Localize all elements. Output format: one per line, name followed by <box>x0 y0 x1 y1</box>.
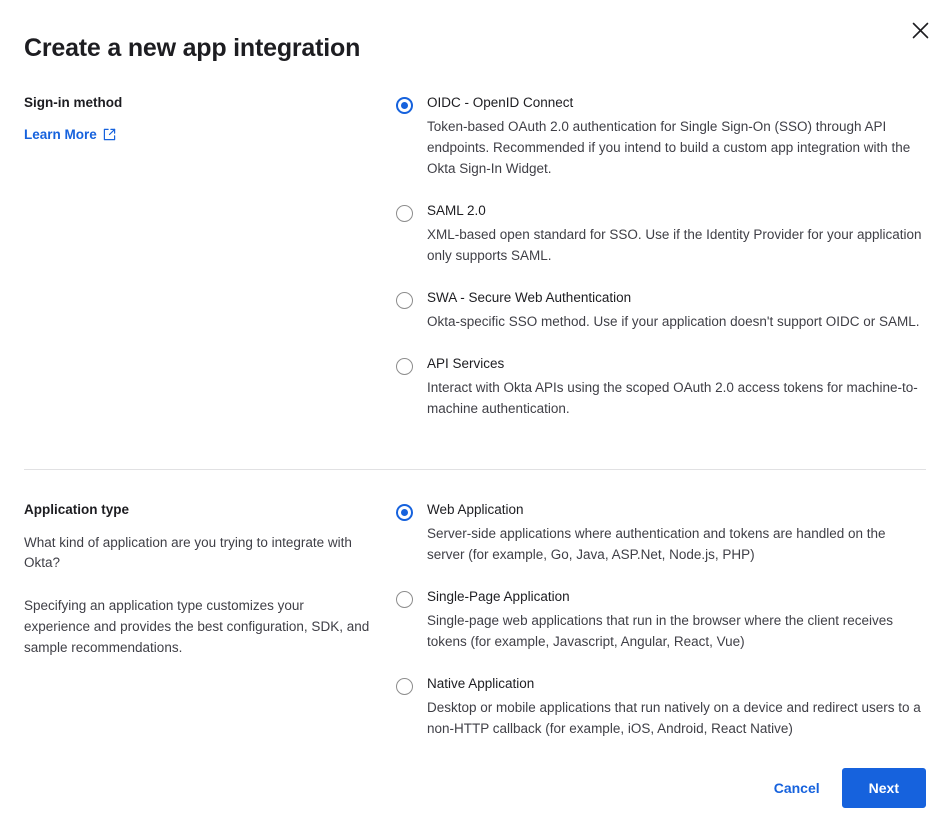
learn-more-label: Learn More <box>24 126 97 142</box>
radio-option-single-page-application[interactable] <box>396 588 926 653</box>
radio-option-text <box>427 355 926 420</box>
radio-option-description: Desktop or mobile applications that run natively on a device and redirect users to a non-HTTP callback (for example, iOS, Android, React Native) <box>427 700 921 737</box>
radio-option-text <box>427 501 926 566</box>
sign-in-method-options <box>396 94 926 420</box>
radio-option-title: API Services <box>427 356 505 372</box>
radio-option-text <box>427 202 926 267</box>
radio-option-title: OIDC - OpenID Connect <box>427 95 574 110</box>
radio-icon <box>396 678 413 695</box>
radio-option-description: Token-based OAuth 2.0 authentication for Single Sign-On (SSO) through API endpoints. Recommended if you intend to build a custom app integration with the Okta Sign-In Widget. <box>427 119 911 177</box>
sign-in-method-left <box>24 94 396 420</box>
radio-option-title: SWA - Secure Web Authentication <box>427 290 632 306</box>
radio-option-title: Native Application <box>427 676 535 692</box>
application-type-section <box>24 501 926 740</box>
radio-icon <box>396 591 413 608</box>
application-type-description-1: What kind of application are you trying to integrate with Okta? <box>24 534 352 571</box>
radio-option-description: Server-side applications where authentication and tokens are handled on the server (for example, Go, Java, ASP.Net, Node.js, PHP) <box>427 526 886 563</box>
application-type-description-2: Specifying an application type customizes your experience and provides the best configuration, SDK, and sample recommendations. <box>24 598 370 656</box>
next-button[interactable]: Next <box>842 768 926 808</box>
external-link-icon <box>103 128 116 141</box>
radio-option-title: SAML 2.0 <box>427 202 486 218</box>
radio-icon <box>396 504 413 521</box>
sign-in-method-section <box>24 94 926 420</box>
radio-option-title: Web Application <box>427 502 524 517</box>
radio-option-saml[interactable] <box>396 202 926 267</box>
radio-option-text <box>427 289 926 333</box>
radio-icon <box>396 358 413 375</box>
section-divider <box>24 469 926 470</box>
radio-option-oidc[interactable] <box>396 94 926 180</box>
radio-option-title: Single-Page Application <box>427 589 570 605</box>
radio-icon <box>396 292 413 309</box>
application-type-left <box>24 501 396 740</box>
close-icon[interactable] <box>906 16 934 44</box>
radio-option-description: Interact with Okta APIs using the scoped OAuth 2.0 access tokens for machine-to-machine authentication. <box>427 380 918 417</box>
radio-option-text <box>427 588 926 653</box>
radio-option-native-application[interactable] <box>396 675 926 740</box>
radio-option-description: Single-page web applications that run in the browser where the client receives tokens (for example, Javascript, Angular, React, Vue) <box>427 613 894 650</box>
radio-option-api-services[interactable] <box>396 355 926 420</box>
radio-option-swa[interactable] <box>396 289 926 333</box>
radio-option-description: Okta-specific SSO method. Use if your application doesn't support OIDC or SAML. <box>427 314 920 330</box>
radio-option-web-application[interactable] <box>396 501 926 566</box>
radio-option-text <box>427 94 926 180</box>
cancel-button[interactable]: Cancel <box>770 770 824 806</box>
radio-option-text <box>427 675 926 740</box>
radio-icon <box>396 97 413 114</box>
close-icon-glyph <box>912 22 929 39</box>
application-type-options <box>396 501 926 740</box>
learn-more-link[interactable] <box>24 127 116 142</box>
dialog-footer <box>24 768 926 808</box>
sign-in-method-label: Sign-in method <box>24 95 123 110</box>
page-title: Create a new app integration <box>24 34 361 62</box>
radio-icon <box>396 205 413 222</box>
application-type-label: Application type <box>24 502 130 517</box>
radio-option-description: XML-based open standard for SSO. Use if the Identity Provider for your application only supports SAML. <box>427 227 922 264</box>
